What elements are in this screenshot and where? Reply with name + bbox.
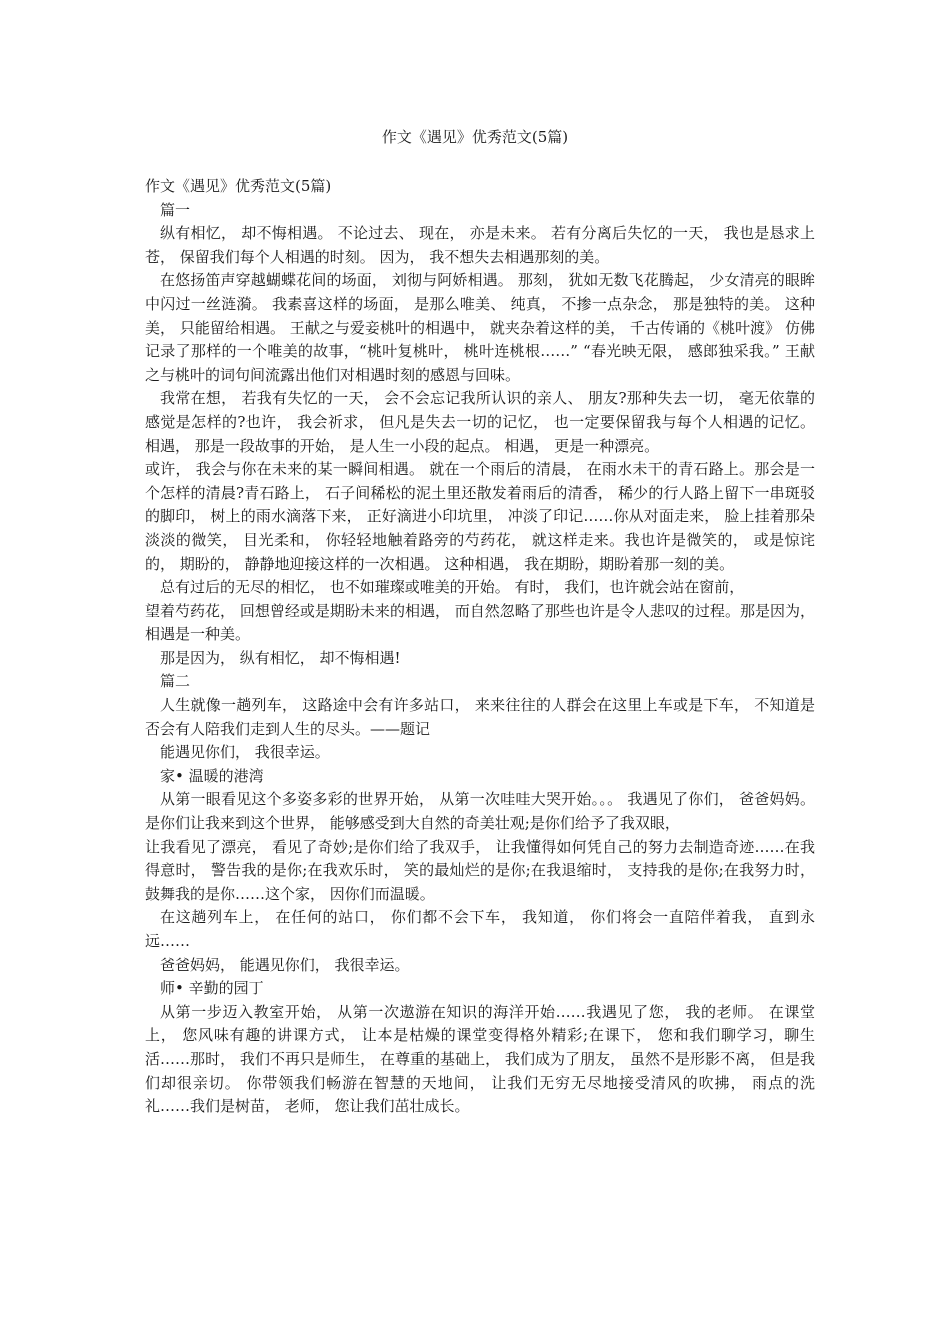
paragraph: 在这趟列车上， 在任何的站口， 你们都不会下车， 我知道， 你们将会一直陪伴着我， 直到永远…… [145,908,815,950]
paragraph: 那是因为， 纵有相忆， 却不悔相遇! [160,648,401,667]
paragraph: 我常在想， 若我有失忆的一天， 会不会忘记我所认识的亲人、 朋友?那种失去一切， 毫无依靠的感觉是怎样的?也许， 我会祈求， 但凡是失去一切的记忆， 也一定要保留我与每个人相遇的记忆。 相遇， 那是一段故事的开始， 是人生一小段的起点。 相遇， 更是一种漂亮。 [145,389,815,455]
paragraph: 家• 温暖的港湾 [160,766,264,785]
paragraph: 在悠扬笛声穿越蝴蝶花间的场面， 刘彻与阿娇相遇。 那刻， 犹如无数飞花腾起， 少女清亮的眼眸中闪过一丝涟漪。 我素喜这样的场面， 是那么唯美、 纯真， 不掺一点杂念， 那是独特的美。 这种美， 只能留给相遇。 王献之与爱妾桃叶的相遇中， 就夹杂着这样的美， 千古传诵的《桃叶渡》 仿佛记录了那样的一个唯美的故事，“桃叶复桃叶， 桃叶连桃根……” “春光映无限， 感郎独采我。” 王献之与桃叶的词句间流露出他们对相遇时刻的感恩与回味。 [145,271,815,384]
paragraph: 师• 辛勤的园丁 [160,979,264,998]
paragraph: 从第一眼看见这个多姿多彩的世界开始， 从第一次哇哇大哭开始。。。 我遇见了你们， 爸爸妈妈。 是你们让我来到这个世界， 能够感受到大自然的奇美壮观;是你们给予了我双眼， [145,790,815,833]
paragraph: 总有过后的无尽的相忆， 也不如璀璨或唯美的开始。 有时， 我们，也许就会站在窗前， [160,578,745,597]
paragraph: 或许， 我会与你在未来的某一瞬间相遇。 就在一个雨后的清晨， 在雨水未干的青石路上。那会是一个怎样的清晨?青石路上， 石子间稀松的泥土里还散发着雨后的清香， 稀少的行人路上留下一串斑驳的脚印， 树上的雨水滴落下来， 正好滴进小印坑里， 冲淡了印记……你从对面走来， 脸上挂着那朵淡淡的微笑， 目光柔和， 你轻轻地触着路旁的芍药花， 就这样走来。我也许是微笑的， 或是惊诧的， 期盼的， 静静地迎接这样的一次相遇。 这种相遇， 我在期盼，期盼着那一刻的美。 [145,460,815,573]
paragraph: 作文《遇见》优秀范文(5篇) [145,177,332,195]
paragraph: 能遇见你们， 我很幸运。 [160,743,330,762]
paragraph: 篇一 [160,200,191,219]
paragraph: 让我看见了漂亮， 看见了奇妙;是你们给了我双手， 让我懂得如何凭自己的努力去制造奇迹……在我得意时， 警告我的是你;在我欢乐时， 笑的最灿烂的是你;在我退缩时， 支持我的是你;在我努力时， 鼓舞我的是你……这个家， 因你们而温暖。 [145,837,815,903]
document-body [145,175,815,1119]
paragraph: 篇二 [160,672,191,691]
paragraph: 纵有相忆， 却不悔相遇。 不论过去、 现在， 亦是未来。 若有分离后失忆的一天， 我也是恳求上苍， 保留我们每个人相遇的时刻。 因为， 我不想失去相遇那刻的美。 [145,224,815,266]
document-title: 作文《遇见》优秀范文(5篇) [381,128,569,146]
paragraph: 人生就像一趟列车， 这路途中会有许多站口， 来来往往的人群会在这里上车或是下车， 不知道是否会有人陪我们走到人生的尽头。——题记 [145,696,815,738]
paragraph: 望着芍药花， 回想曾经或是期盼未来的相遇， 而自然忽略了那些也许是令人悲叹的过程。那是因为， 相遇是一种美。 [145,601,815,644]
paragraph: 爸爸妈妈， 能遇见你们， 我很幸运。 [160,955,410,974]
paragraph: 从第一步迈入教室开始， 从第一次遨游在知识的海洋开始……我遇见了您， 我的老师。 在课堂上， 您风味有趣的讲课方式， 让本是枯燥的课堂变得格外精彩;在课下， 您和我们聊学习，聊生活……那时， 我们不再只是师生， 在尊重的基础上， 我们成为了朋友， 虽然不是形影不离， 但是我们却很亲切。 你带领我们畅游在智慧的天地间， 让我们无穷无尽地接受清风的吹拂， 雨点的洗礼……我们是树苗， 老师， 您让我们茁壮成长。 [145,1002,815,1116]
